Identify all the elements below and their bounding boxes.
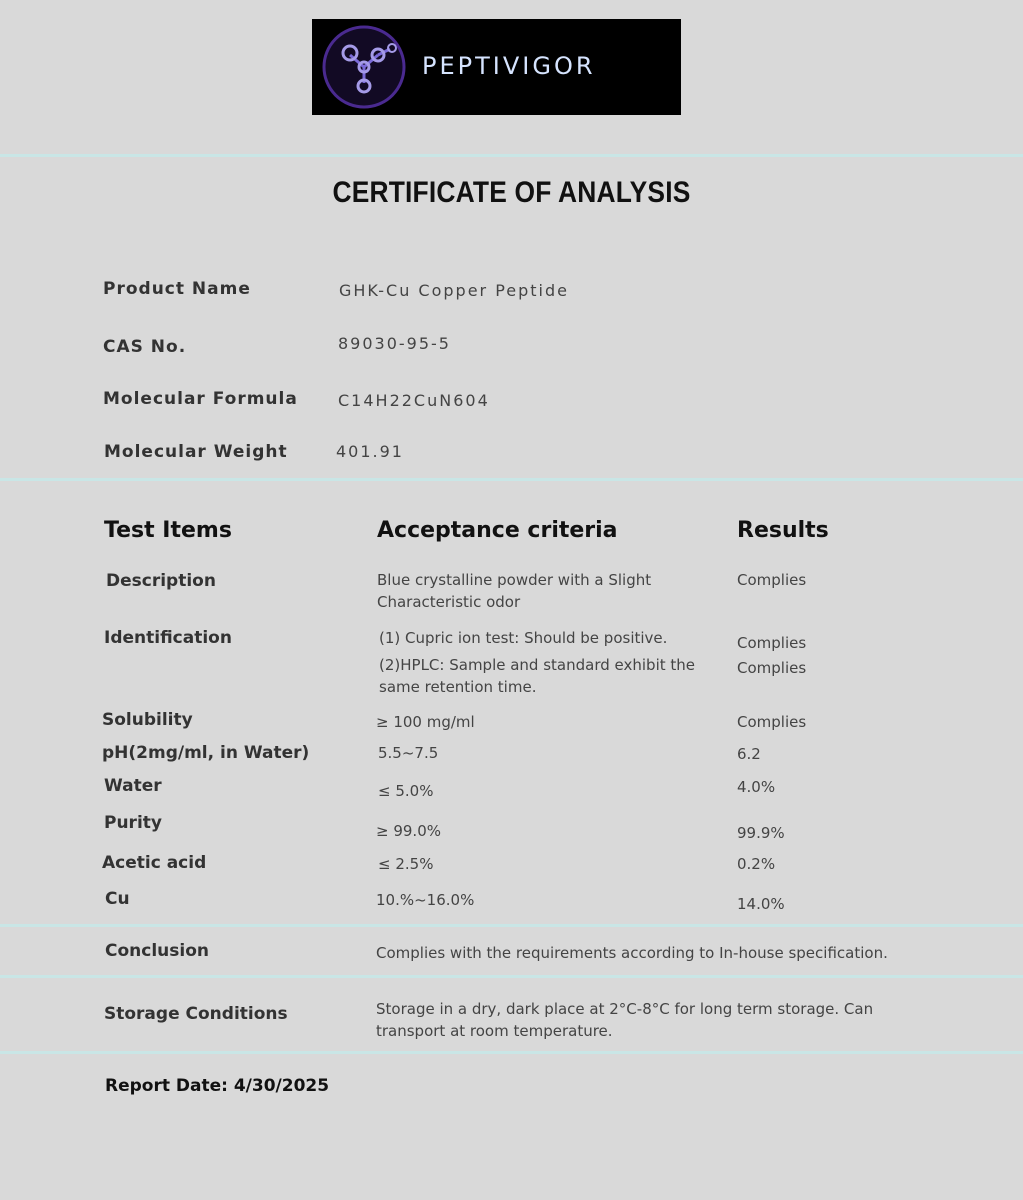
criteria-cu: 10.%~16.0% — [376, 891, 475, 909]
weight-value: 401.91 — [336, 442, 404, 461]
result-solubility: Complies — [737, 713, 807, 731]
storage-value: Storage in a dry, dark place at 2°C-8°C for long term storage. Can transport at room temperature. — [376, 1000, 874, 1040]
result-description: Complies — [737, 571, 807, 589]
conclusion-label: Conclusion — [105, 941, 209, 961]
result-ph: 6.2 — [737, 745, 761, 763]
criteria-identification-1: (1) Cupric ion test: Should be positive. — [379, 629, 668, 647]
item-water: Water — [104, 776, 162, 796]
divider — [0, 478, 1023, 481]
conclusion-value: Complies with the requirements according to In-house specification. — [376, 944, 888, 962]
item-ph: pH(2mg/ml, in Water) — [102, 743, 310, 763]
storage-label: Storage Conditions — [104, 1004, 288, 1024]
formula-label: Molecular Formula — [103, 389, 298, 409]
item-solubility: Solubility — [102, 710, 193, 730]
criteria-ph: 5.5~7.5 — [378, 744, 439, 762]
brand-name: PEPTIVIGOR — [422, 52, 596, 80]
item-description: Description — [106, 571, 216, 591]
report-date: Report Date: 4/30/2025 — [105, 1076, 330, 1096]
brand-logo — [312, 19, 681, 115]
result-identification-2: Complies — [737, 659, 807, 677]
criteria-solubility: ≥ 100 mg/ml — [376, 713, 475, 731]
formula-value: C14H22CuN604 — [338, 391, 490, 410]
result-cu: 14.0% — [737, 895, 785, 913]
page-title: CERTIFICATE OF ANALYSIS — [332, 176, 691, 209]
criteria-identification-2: (2)HPLC: Sample and standard exhibit the same retention time. — [379, 656, 695, 696]
divider — [0, 154, 1023, 157]
weight-label: Molecular Weight — [104, 442, 288, 462]
criteria-description: Blue crystalline powder with a Slight Characteristic odor — [377, 571, 652, 611]
molecule-logo-icon — [320, 23, 412, 111]
cas-value: 89030-95-5 — [338, 334, 451, 353]
result-acetic-acid: 0.2% — [737, 855, 776, 873]
criteria-water: ≤ 5.0% — [378, 782, 434, 800]
item-acetic-acid: Acetic acid — [102, 853, 207, 873]
criteria-purity: ≥ 99.0% — [376, 822, 441, 840]
divider — [0, 975, 1023, 978]
result-purity: 99.9% — [737, 824, 785, 842]
divider — [0, 1051, 1023, 1054]
cas-label: CAS No. — [103, 337, 187, 357]
header-results: Results — [737, 518, 829, 543]
item-cu: Cu — [105, 889, 130, 909]
product-name-label: Product Name — [103, 279, 251, 299]
item-identification: Identification — [104, 628, 232, 648]
header-test-items: Test Items — [104, 518, 232, 543]
product-name-value: GHK-Cu Copper Peptide — [339, 281, 569, 300]
result-water: 4.0% — [737, 778, 776, 796]
divider — [0, 924, 1023, 927]
item-purity: Purity — [104, 813, 162, 833]
criteria-acetic-acid: ≤ 2.5% — [378, 855, 434, 873]
header-acceptance-criteria: Acceptance criteria — [377, 518, 618, 543]
result-identification-1: Complies — [737, 634, 807, 652]
